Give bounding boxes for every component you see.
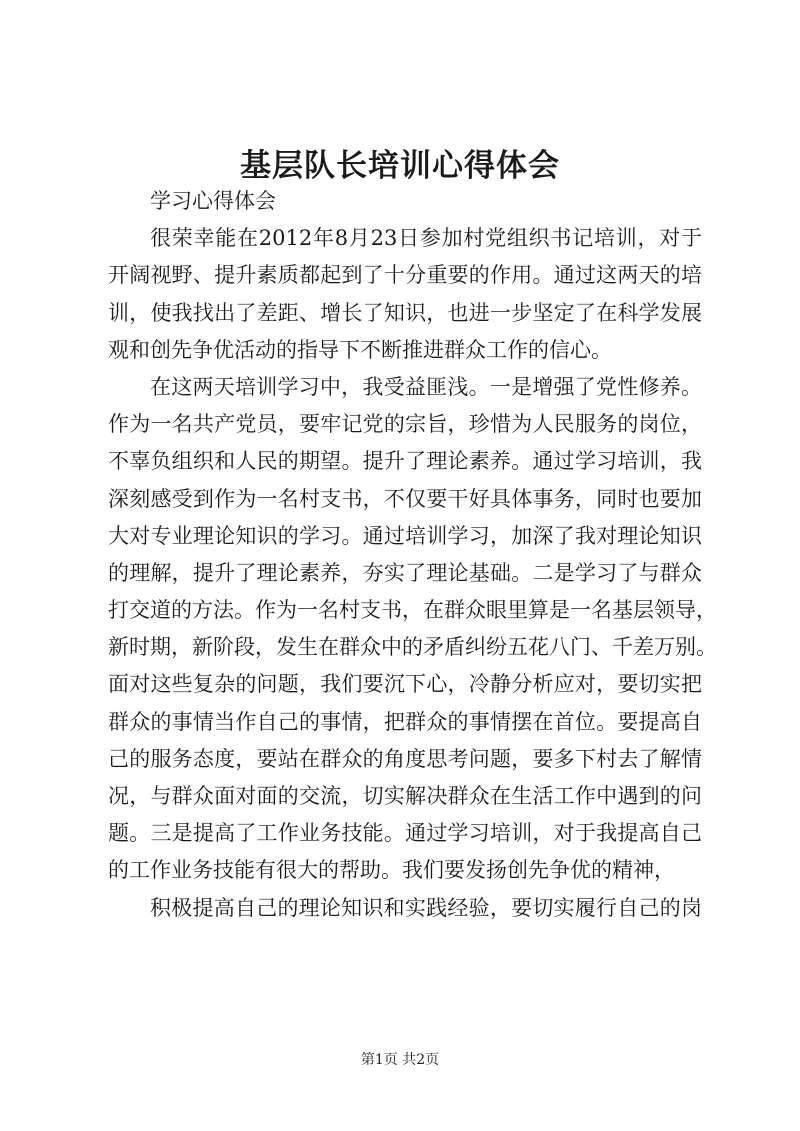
body-line: 学习心得体会	[150, 189, 276, 213]
body-line: 的工作业务技能有很大的帮助。我们要发扬创先争优的精神，	[108, 858, 675, 883]
body-line: 况，与群众面对面的交流，切实解决群众在生活工作中遇到的问	[108, 784, 702, 808]
body-line: 深刻感受到作为一名村支书，不仅要干好具体事务，同时也要加	[108, 486, 702, 511]
body-line: 作为一名共产党员，要牢记党的宗旨，珍惜为人民服务的岗位，	[108, 412, 702, 437]
body-line: 新时期，新阶段，发生在群众中的矛盾纠纷五花八门、千差万别。	[108, 635, 717, 660]
body-line: 很荣幸能在2012年8月23日参加村党组织书记培训，对于	[150, 226, 702, 251]
document-title: 基层队长培训心得体会	[240, 148, 560, 184]
body-line: 在这两天培训学习中，我受益匪浅。一是增强了党性修养。	[150, 374, 702, 399]
body-line: 观和创先争优活动的指导下不断推进群众工作的信心。	[108, 337, 612, 362]
body-line: 训，使我找出了差距、增长了知识，也进一步坚定了在科学发展	[108, 300, 702, 325]
page-footer: 第1页 共2页	[360, 1052, 440, 1068]
document-body	[108, 183, 717, 927]
body-line: 不辜负组织和人民的期望。提升了理论素养。通过学习培训，我	[108, 449, 702, 474]
body-line: 开阔视野、提升素质都起到了十分重要的作用。通过这两天的培	[108, 263, 702, 288]
body-line: 的理解，提升了理论素养，夯实了理论基础。二是学习了与群众	[108, 560, 702, 585]
body-line: 打交道的方法。作为一名村支书，在群众眼里算是一名基层领导，	[108, 598, 717, 623]
body-line: 大对专业理论知识的学习。通过培训学习，加深了我对理论知识	[108, 523, 702, 548]
body-line: 积极提高自己的理论知识和实践经验，要切实履行自己的岗	[150, 895, 702, 920]
body-line: 群众的事情当作自己的事情，把群众的事情摆在首位。要提高自	[108, 709, 702, 734]
body-line: 面对这些复杂的问题，我们要沉下心，冷静分析应对，要切实把	[108, 672, 702, 697]
body-line: 题。三是提高了工作业务技能。通过学习培训，对于我提高自己	[108, 821, 702, 846]
body-line: 己的服务态度，要站在群众的角度思考问题，要多下村去了解情	[108, 746, 702, 771]
